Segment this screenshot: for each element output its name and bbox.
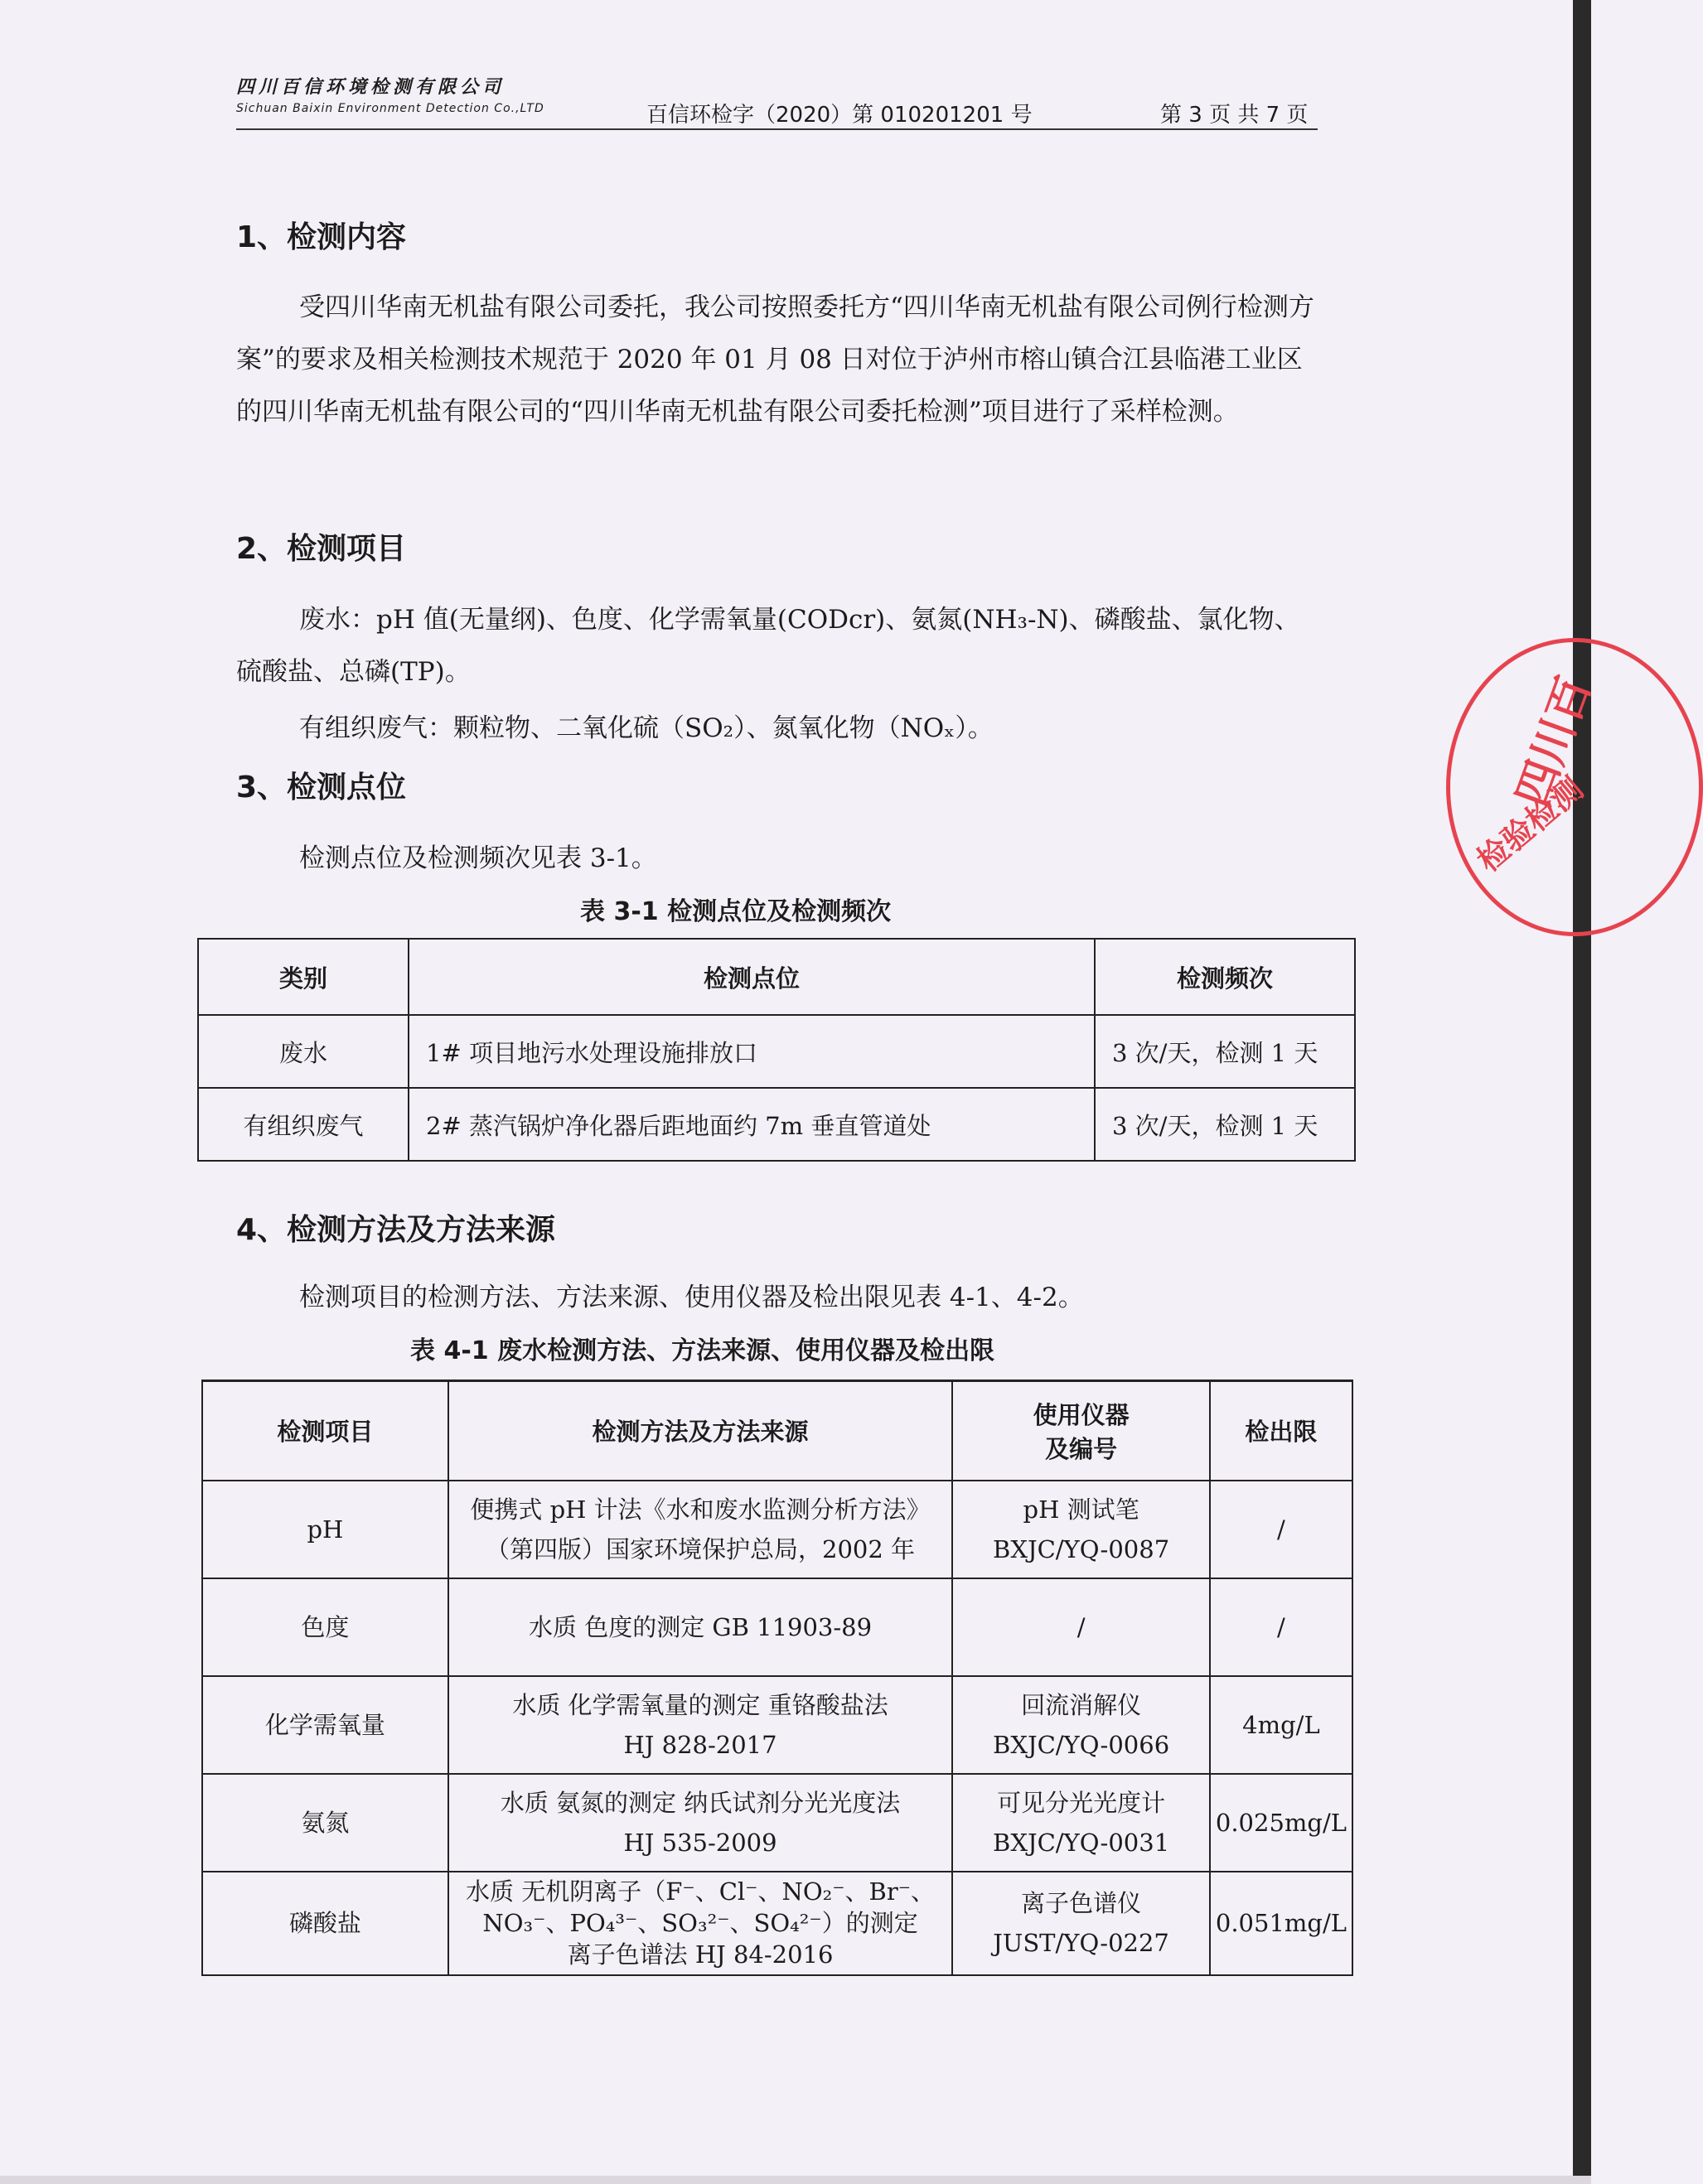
cell-item: pH [202, 1481, 448, 1578]
cell-method: 水质 氨氮的测定 纳氏试剂分光光度法 HJ 535-2009 [448, 1774, 952, 1872]
section4-body: 检测项目的检测方法、方法来源、使用仪器及检出限见表 4-1、4-2。 [299, 1283, 1084, 1312]
cell-instrument: pH 测试笔 BXJC/YQ-0087 [952, 1481, 1210, 1578]
table-row [198, 1088, 1355, 1161]
scan-edge [1573, 0, 1591, 2184]
section2-title: 2、检测项目 [236, 532, 407, 566]
table-row [202, 1481, 1352, 1578]
cell-point: 1# 项目地污水处理设施排放口 [409, 1015, 1095, 1088]
cell-limit: 4mg/L [1210, 1676, 1352, 1774]
col-header-limit: 检出限 [1210, 1381, 1352, 1481]
cell-category: 废水 [198, 1015, 409, 1088]
cell-point: 2# 蒸汽锅炉净化器后距地面约 7m 垂直管道处 [409, 1088, 1095, 1161]
col-header-method: 检测方法及方法来源 [448, 1381, 952, 1481]
section2-exhaust: 有组织废气：颗粒物、二氧化硫（SO₂）、氮氧化物（NOₓ）。 [299, 713, 994, 743]
cell-item: 化学需氧量 [202, 1676, 448, 1774]
col-header-freq: 检测频次 [1095, 939, 1355, 1015]
table-row [202, 1774, 1352, 1872]
cell-freq: 3 次/天，检测 1 天 [1095, 1088, 1355, 1161]
cell-item: 色度 [202, 1578, 448, 1676]
cell-limit: 0.051mg/L [1210, 1872, 1352, 1975]
table-row [198, 1015, 1355, 1088]
cell-method: 水质 化学需氧量的测定 重铬酸盐法 HJ 828-2017 [448, 1676, 952, 1774]
section2-wastewater: 废水：pH 值(无量纲)、色度、化学需氧量(CODcr)、氨氮(NH₃-N)、磷酸盐、氯化物、硫酸盐、总磷(TP)。 [236, 605, 1300, 687]
cell-limit: / [1210, 1578, 1352, 1676]
col-header-category: 类别 [198, 939, 409, 1015]
table-3-1-caption: 表 3-1 检测点位及检测频次 [580, 897, 892, 926]
company-name-cn: 四川百信环境检测有限公司 [236, 76, 506, 98]
col-header-point: 检测点位 [409, 939, 1095, 1015]
table-3-1 [197, 938, 1356, 1162]
section4-title: 4、检测方法及方法来源 [236, 1213, 556, 1247]
section1-title: 1、检测内容 [236, 220, 407, 254]
page-info: 第 3 页 共 7 页 [1160, 103, 1309, 128]
section3-body: 检测点位及检测频次见表 3-1。 [299, 843, 657, 873]
company-name-en: Sichuan Baixin Environment Detection Co.,LTD [236, 102, 544, 115]
section3-title: 3、检测点位 [236, 771, 407, 805]
seal-text-bottom: 检验检测 [1469, 770, 1590, 879]
cell-category: 有组织废气 [198, 1088, 409, 1161]
cell-method: 水质 色度的测定 GB 11903-89 [448, 1578, 952, 1676]
official-seal [1446, 638, 1703, 936]
cell-item: 氨氮 [202, 1774, 448, 1872]
cell-instrument: 可见分光光度计 BXJC/YQ-0031 [952, 1774, 1210, 1872]
cell-limit: / [1210, 1481, 1352, 1578]
cell-instrument: 离子色谱仪 JUST/YQ-0227 [952, 1872, 1210, 1975]
section1-body: 受四川华南无机盐有限公司委托，我公司按照委托方“四川华南无机盐有限公司例行检测方案”的要求及相关检测技术规范于 2020 年 01 月 08 日对位于泸州市榕山镇合江县临港工业区的四川华南无机盐有限公司的“四川华南无机盐有限公司委托检测”项目进行了采样检测。 [236, 292, 1314, 427]
cell-freq: 3 次/天，检测 1 天 [1095, 1015, 1355, 1088]
cell-item: 磷酸盐 [202, 1872, 448, 1975]
col-header-instrument: 使用仪器 及编号 [952, 1381, 1210, 1481]
header-rule [236, 128, 1318, 130]
cell-limit: 0.025mg/L [1210, 1774, 1352, 1872]
company-header [236, 73, 544, 115]
table-4-1-caption: 表 4-1 废水检测方法、方法来源、使用仪器及检出限 [410, 1336, 995, 1365]
cell-method: 水质 无机阴离子（F⁻、Cl⁻、NO₂⁻、Br⁻、 NO₃⁻、PO₄³⁻、SO₃²⁻、SO₄²⁻）的测定 离子色谱法 HJ 84-2016 [448, 1872, 952, 1975]
seal-text-top: 四川百 [1506, 669, 1602, 814]
col-header-item: 检测项目 [202, 1381, 448, 1481]
table-row [202, 1676, 1352, 1774]
cell-instrument: 回流消解仪 BXJC/YQ-0066 [952, 1676, 1210, 1774]
table-row [202, 1578, 1352, 1676]
table-row [202, 1872, 1352, 1975]
cell-instrument: / [952, 1578, 1210, 1676]
report-number: 百信环检字（2020）第 010201201 号 [646, 103, 1033, 128]
cell-method: 便携式 pH 计法《水和废水监测分析方法》 （第四版）国家环境保护总局，2002 年 [448, 1481, 952, 1578]
scan-edge-bottom [0, 2176, 1591, 2184]
table-4-1 [201, 1379, 1353, 1976]
